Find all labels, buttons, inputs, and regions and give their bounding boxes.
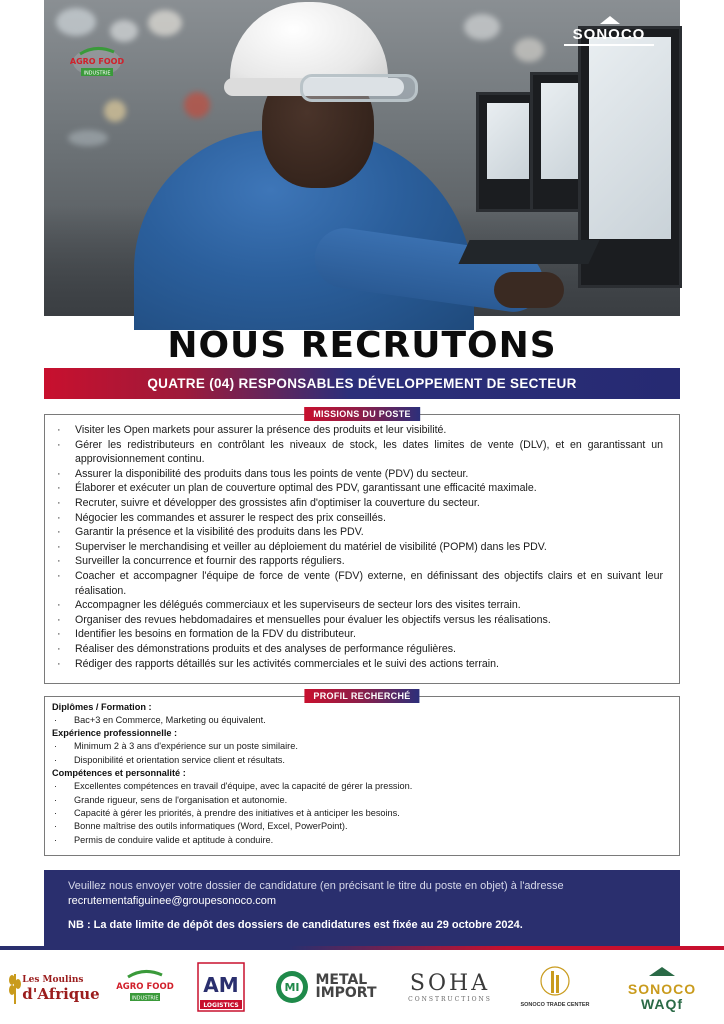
svg-text:LOGISTICS: LOGISTICS: [203, 1002, 239, 1009]
contact-email-link[interactable]: recrutementafiguinee@groupesonoco.com: [68, 895, 277, 907]
sonoco-waqf-logo: SONOCO WAQf: [618, 955, 706, 1019]
mission-item: · Élaborer et exécuter un plan de couverture optimal des PDV, garantissant une efficacité maximale.: [57, 481, 663, 496]
page-title: NOUS RECRUTONS: [167, 325, 557, 366]
skill-item: · Permis de conduire valide et aptitude à conduire.: [52, 834, 667, 847]
skills-heading: Compétences et personnalité :: [52, 768, 186, 779]
diplomas-list: [52, 714, 667, 727]
missions-section: [44, 409, 680, 684]
wheat-icon: [8, 970, 22, 1004]
agro-food-industrie-logo: [118, 955, 172, 1019]
mission-item: · Rédiger des rapports détaillés sur les activités commerciales et le suivi des actions terrain.: [57, 657, 663, 672]
missions-tag: MISSIONS DU POSTE: [304, 407, 420, 421]
sonoco-trade-center-logo: SONOCO TRADE CENTER: [520, 955, 590, 1019]
application-contact: [44, 870, 680, 948]
skills-list: [52, 780, 667, 847]
am-logistics-logo: [196, 955, 246, 1019]
soha-constructions-logo: SOHA CONSTRUCTIONS: [408, 971, 492, 1003]
svg-text:AGRO FOOD: AGRO FOOD: [69, 57, 125, 66]
experience-heading: Expérience professionnelle :: [52, 728, 178, 739]
skill-item: · Bonne maîtrise des outils informatiques (Word, Excel, PowerPoint).: [52, 820, 667, 833]
experience-list: [52, 740, 667, 767]
diploma-item: · Bac+3 en Commerce, Marketing ou équivalent.: [52, 714, 667, 727]
svg-text:AM: AM: [203, 973, 239, 997]
mission-item: · Accompagner les délégués commerciaux et les superviseurs de secteur lors des visites terrain.: [57, 598, 663, 613]
deadline-note: NB : La date limite de dépôt des dossiers de candidatures est fixée au 29 octobre 2024.: [68, 919, 523, 931]
hero-photo: [44, 0, 680, 316]
svg-text:MI: MI: [284, 981, 301, 994]
partner-logos: [0, 955, 724, 1019]
skill-item: · Excellentes compétences en travail d'équipe, avec la capacité de gérer la pression.: [52, 780, 667, 793]
moulins-dafrique-logo: Les Moulins d'Afrique: [10, 955, 98, 1019]
job-title-banner: QUATRE (04) RESPONSABLES DÉVELOPPEMENT DE SECTEUR: [44, 368, 680, 399]
agro-food-logo: [70, 44, 124, 84]
footer-stripe: [0, 946, 724, 950]
missions-list: [45, 415, 679, 671]
mission-item: · Négocier les commandes et assurer le respect des prix conseillés.: [57, 511, 663, 526]
experience-item: · Disponibilité et orientation service client et résultats.: [52, 754, 667, 767]
mission-item: · Réaliser des démonstrations produits et des analyses de performance régulières.: [57, 642, 663, 657]
mission-item: · Garantir la présence et la visibilité des produits dans les PDV.: [57, 525, 663, 540]
profile-tag: PROFIL RECHERCHÉ: [304, 689, 419, 703]
sonoco-logo: SONOCO: [564, 26, 654, 50]
mission-item: · Coacher et accompagner l'équipe de force de vente (FDV) externe, en définissant des objectifs clairs et en suivant leur réalisation.: [57, 569, 663, 598]
mission-item: · Surveiller la concurrence et fournir des rapports réguliers.: [57, 554, 663, 569]
mission-item: · Assurer la disponibilité des produits dans tous les points de vente (PDV) du secteur.: [57, 467, 663, 482]
svg-text:AGRO FOOD: AGRO FOOD: [116, 982, 174, 992]
mission-item: · Superviser le merchandising et veiller au déploiement du matériel de visibilité (POPM) dans les PDV.: [57, 540, 663, 555]
mission-item: · Recruter, suivre et développer des grossistes afin d'optimiser la couverture du secteur.: [57, 496, 663, 511]
contact-intro: Veuillez nous envoyer votre dossier de candidature (en précisant le titre du poste en objet) à l'adresse: [68, 880, 564, 892]
mission-item: · Gérer les redistributeurs en contrôlant les niveaux de stock, les dates limites de vente (DLV), et en garantissant un approvisionnement continu.: [57, 438, 663, 467]
mission-item: · Visiter les Open markets pour assurer la présence des produits et leur visibilité.: [57, 423, 663, 438]
mission-item: · Identifier les besoins en formation de la FDV du distributeur.: [57, 627, 663, 642]
skill-item: · Capacité à gérer les priorités, à prendre des initiatives et à anticiper les besoins.: [52, 807, 667, 820]
profile-section: [44, 691, 680, 856]
experience-item: · Minimum 2 à 3 ans d'expérience sur un poste similaire.: [52, 740, 667, 753]
diplomas-heading: Diplômes / Formation :: [52, 702, 152, 712]
svg-text:INDUSTRIE: INDUSTRIE: [83, 70, 111, 77]
skill-item: · Grande rigueur, sens de l'organisation et autonomie.: [52, 794, 667, 807]
mission-item: · Organiser des revues hebdomadaires et mensuelles pour évaluer les objectifs versus les réalisations.: [57, 613, 663, 628]
metal-import-logo: MI METAL IMPORT: [274, 955, 378, 1019]
svg-text:INDUSTRIE: INDUSTRIE: [131, 995, 159, 1002]
